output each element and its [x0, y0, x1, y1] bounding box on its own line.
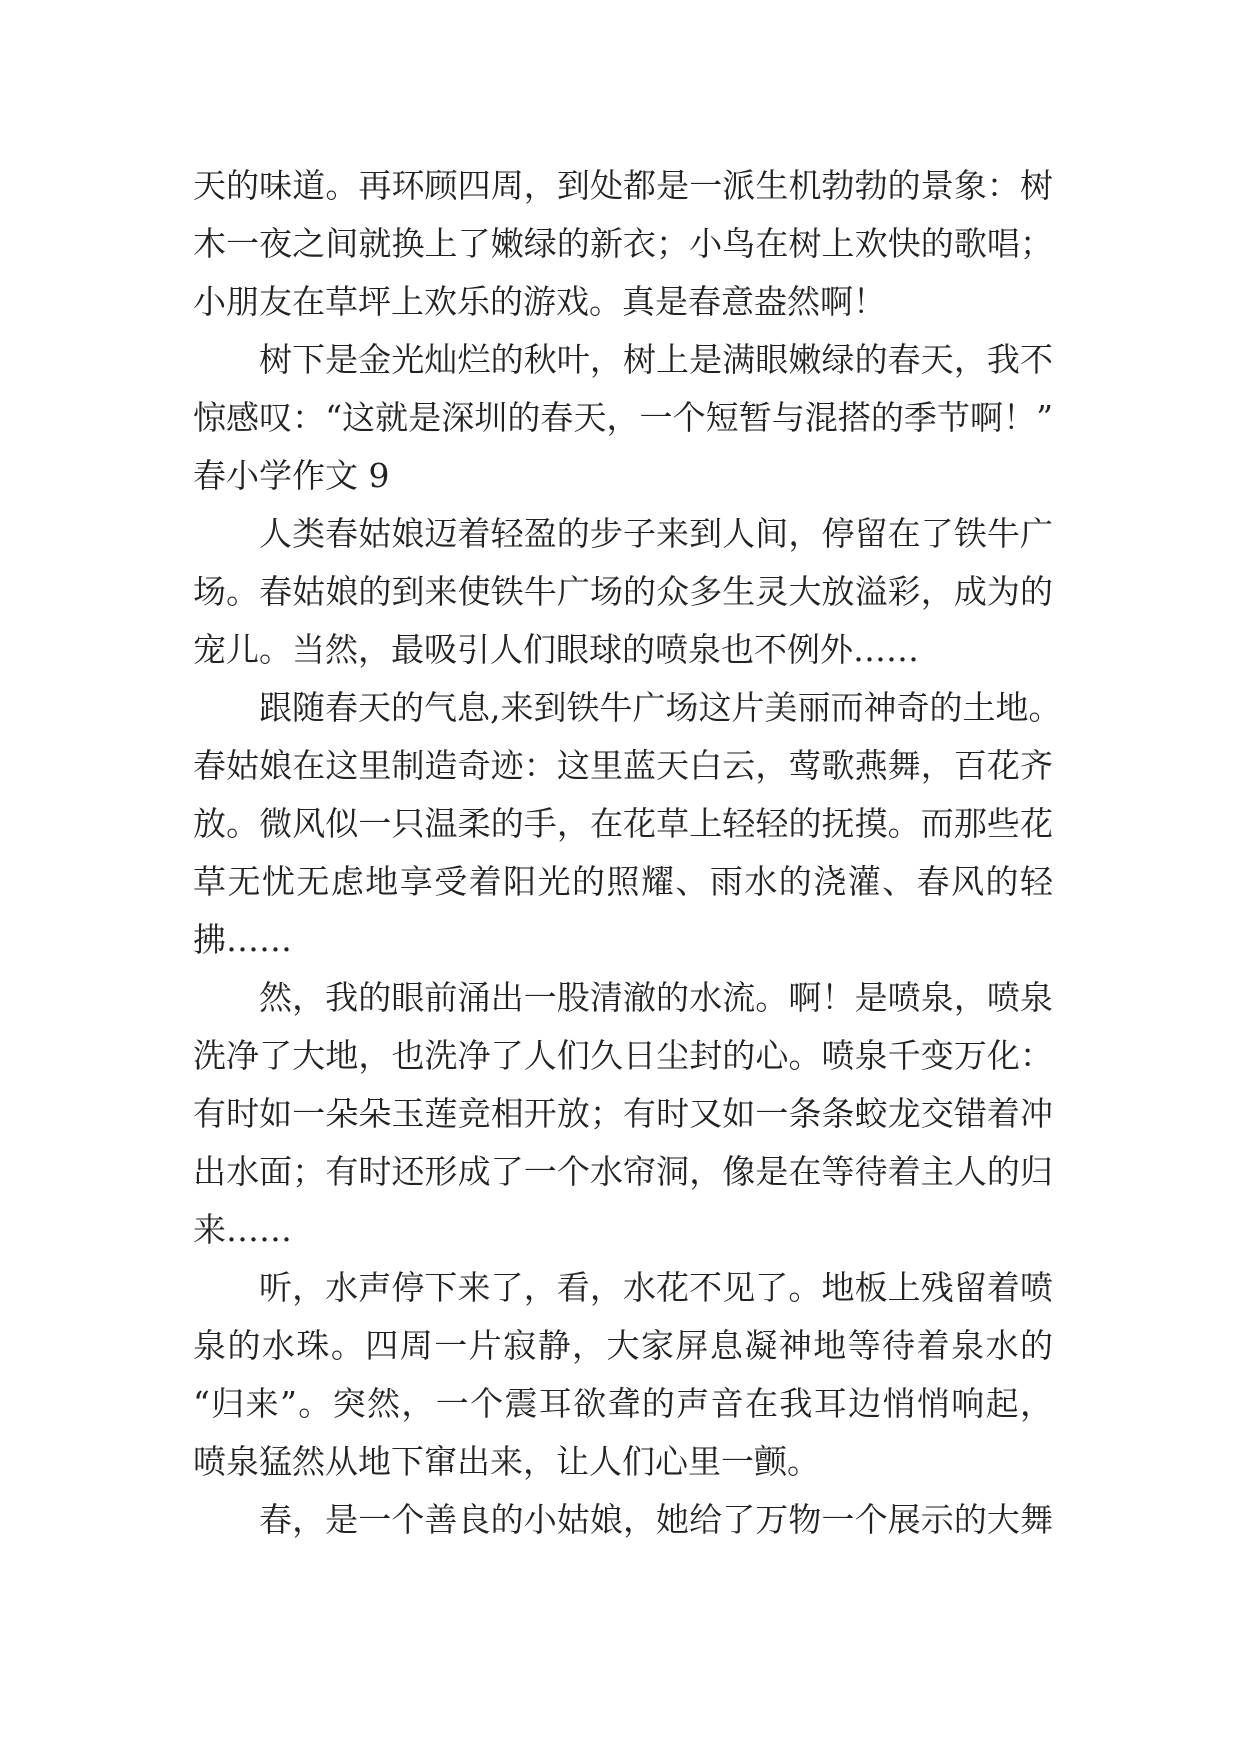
- text-line: 木一夜之间就换上了嫩绿的新衣；小鸟在树上欢快的歌唱；: [193, 224, 1053, 263]
- paragraph-miracle-land: [193, 679, 1062, 969]
- text-line: 小朋友在草坪上欢乐的游戏。真是春意盎然啊！: [193, 282, 886, 321]
- text-line: 草无忧无虑地享受着阳光的照耀、雨水的浇灌、春风的轻: [193, 862, 1053, 901]
- paragraph-tieniu-square: [193, 505, 1053, 679]
- text-line: 天的味道。再环顾四周，到处都是一派生机勃勃的景象：树: [193, 166, 1053, 205]
- text-line: 出水面；有时还形成了一个水帘洞，像是在等待着主人的归: [193, 1152, 1053, 1191]
- text-line: 有时如一朵朵玉莲竞相开放；有时又如一条条蛟龙交错着冲: [193, 1094, 1053, 1133]
- text-line: 拂……: [193, 920, 292, 959]
- text-line: 放。微风似一只温柔的手，在花草上轻轻的抚摸。而那些花: [193, 804, 1053, 843]
- text-line: 场。春姑娘的到来使铁牛广场的众多生灵大放溢彩，成为的: [193, 572, 1053, 611]
- text-line: 然，我的眼前涌出一股清澈的水流。啊！是喷泉，喷泉: [259, 978, 1053, 1017]
- text-line: 跟随春天的气息,来到铁牛广场这片美丽而神奇的土地。: [259, 688, 1062, 727]
- paragraph-fountain: [193, 969, 1053, 1259]
- paragraph-shenzhen-spring: [193, 331, 1053, 447]
- text-line: 喷泉猛然从地下窜出来，让人们心里一颤。: [193, 1442, 820, 1481]
- text-line: 惊感叹：“这就是深圳的春天，一个短暂与混搭的季节啊！”: [193, 398, 1053, 437]
- text-line: 树下是金光灿烂的秋叶，树上是满眼嫩绿的春天，我不: [259, 340, 1053, 379]
- paragraph-silence: [193, 1259, 1053, 1491]
- text-line: 人类春姑娘迈着轻盈的步子来到人间，停留在了铁牛广: [259, 514, 1053, 553]
- document-body: [193, 157, 1062, 1549]
- text-line: 来……: [193, 1210, 292, 1249]
- text-line: 泉的水珠。四周一片寂静，大家屏息凝神地等待着泉水的: [193, 1326, 1053, 1365]
- essay-heading: 春小学作文 9: [193, 456, 390, 495]
- text-line: 春姑娘在这里制造奇迹：这里蓝天白云，莺歌燕舞，百花齐: [193, 746, 1053, 785]
- text-line: “归来”。突然，一个震耳欲聋的声音在我耳边悄悄响起，: [193, 1384, 1053, 1423]
- text-line: 宠儿。当然，最吸引人们眼球的喷泉也不例外……: [193, 630, 919, 669]
- paragraph-spring-scene: [193, 157, 1053, 331]
- text-line: 听，水声停下来了，看，水花不见了。地板上残留着喷: [259, 1268, 1053, 1307]
- paragraph-spring-girl: [193, 1491, 1053, 1549]
- text-line: 洗净了大地，也洗净了人们久日尘封的心。喷泉千变万化：: [193, 1036, 1053, 1075]
- text-line: 春，是一个善良的小姑娘，她给了万物一个展示的大舞: [259, 1500, 1053, 1539]
